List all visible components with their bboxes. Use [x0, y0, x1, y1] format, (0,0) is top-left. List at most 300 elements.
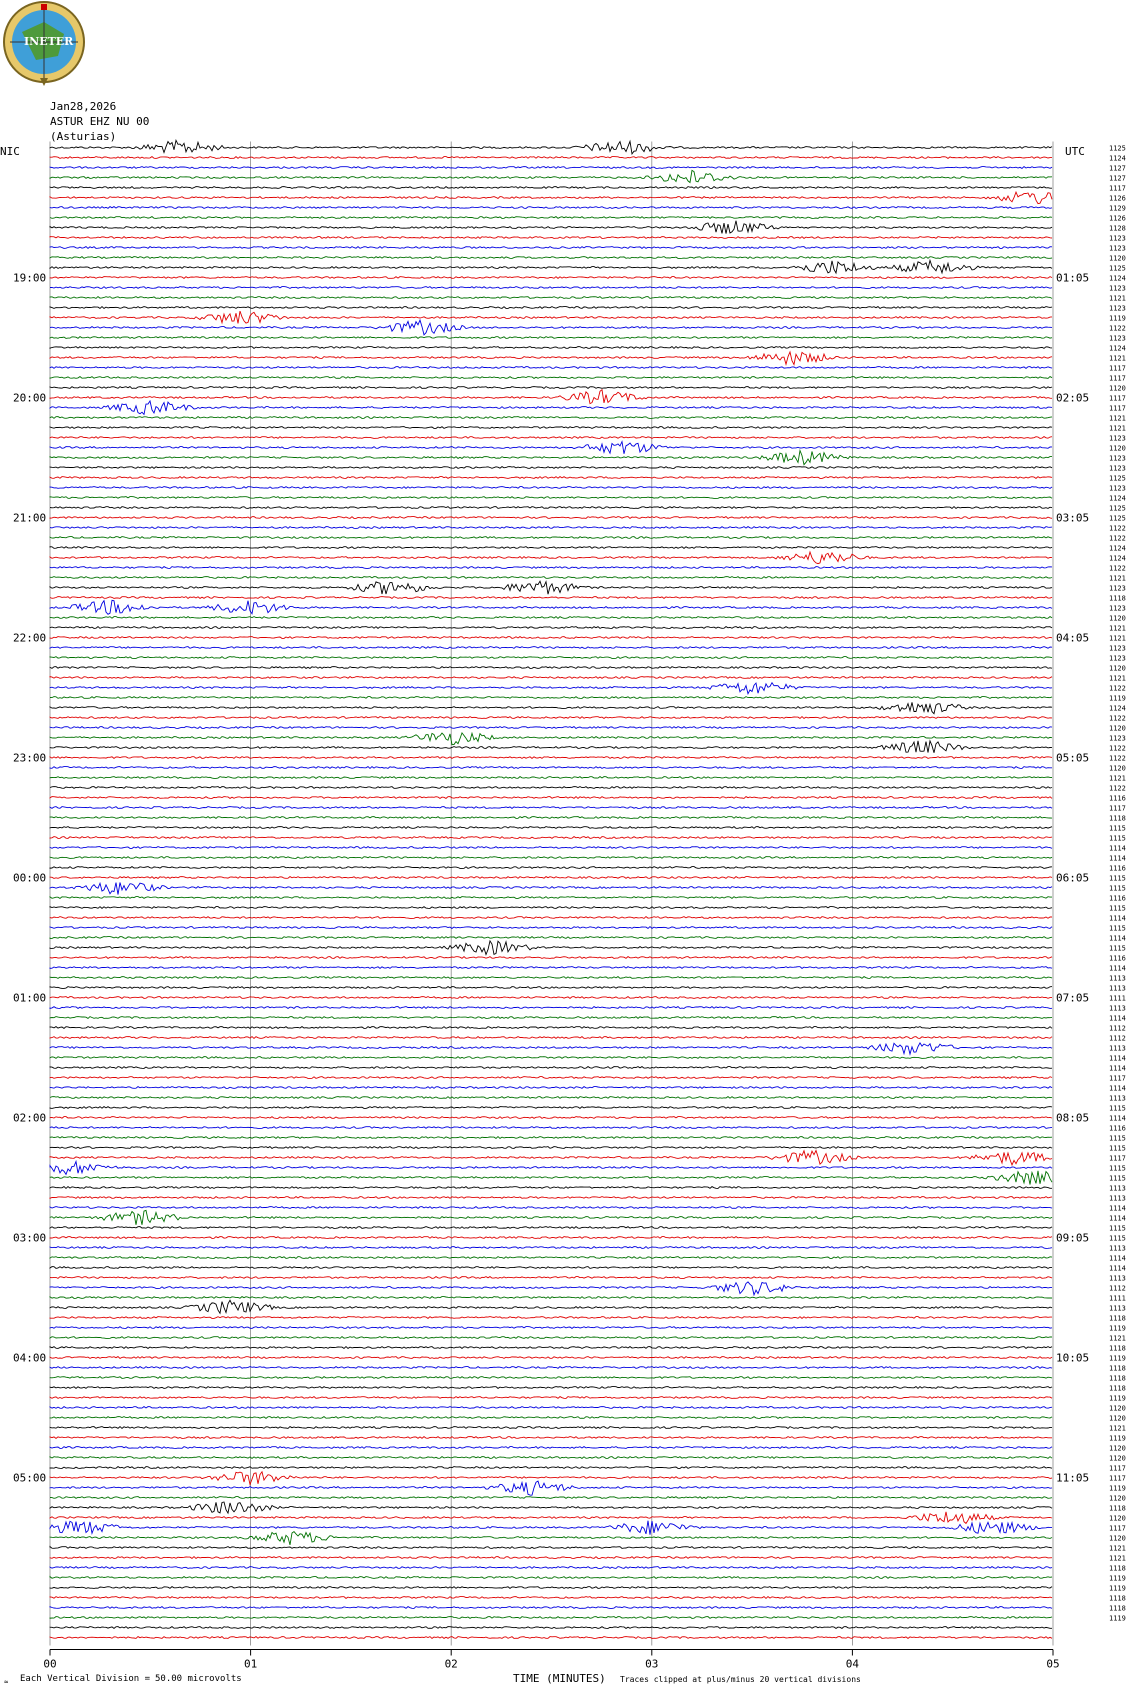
trace-line: [50, 1043, 1052, 1054]
station-label: ASTUR EHZ NU 00: [50, 115, 150, 128]
trace-value-label: 1112: [1109, 1034, 1126, 1043]
left-hour-label: 20:00: [13, 391, 47, 405]
trace-line: [50, 140, 1052, 154]
trace-line: [50, 997, 1052, 999]
trace-value-label: 1120: [1109, 764, 1126, 773]
x-tick-label: 05: [1046, 1657, 1060, 1671]
trace-value-label: 1114: [1109, 1254, 1126, 1263]
trace-line: [50, 702, 1052, 713]
trace-line: [50, 1547, 1052, 1549]
trace-line: [50, 187, 1052, 189]
trace-value-label: 1120: [1109, 1514, 1126, 1523]
trace-value-label: 1114: [1109, 854, 1126, 863]
trace-line: [50, 867, 1052, 869]
trace-line: [50, 1210, 1052, 1224]
trace-value-label: 1115: [1109, 1104, 1126, 1113]
trace-value-label: 1111: [1109, 1294, 1126, 1303]
trace-line: [50, 352, 1052, 365]
trace-line: [50, 897, 1052, 899]
trace-line: [50, 907, 1052, 909]
trace-value-label: 1122: [1109, 784, 1126, 793]
trace-value-label: 1120: [1109, 1414, 1126, 1423]
trace-value-label: 1124: [1109, 494, 1126, 503]
trace-line: [50, 247, 1052, 249]
x-tick-label: 03: [645, 1657, 659, 1671]
trace-line: [50, 427, 1052, 429]
trace-value-label: 1115: [1109, 1174, 1126, 1183]
trace-value-label: 1125: [1109, 264, 1126, 273]
trace-value-label: 1124: [1109, 154, 1126, 163]
trace-value-label: 1129: [1109, 204, 1126, 213]
trace-line: [50, 1502, 1052, 1513]
trace-value-label: 1117: [1109, 1524, 1126, 1533]
right-hour-label: 02:05: [1056, 391, 1090, 405]
trace-line: [50, 387, 1052, 389]
trace-value-label: 1119: [1109, 1484, 1126, 1493]
trace-value-label: 1120: [1109, 1444, 1126, 1453]
trace-line: [50, 1597, 1052, 1599]
trace-line: [50, 260, 1052, 273]
trace-line: [50, 217, 1052, 219]
trace-value-label: 1115: [1109, 904, 1126, 913]
left-hour-label: 00:00: [13, 871, 47, 885]
trace-line: [50, 1567, 1052, 1569]
trace-value-label: 1123: [1109, 244, 1126, 253]
trace-value-label: 1121: [1109, 414, 1126, 423]
right-hour-label: 11:05: [1056, 1471, 1090, 1485]
trace-value-label: 1117: [1109, 184, 1126, 193]
trace-line: [50, 727, 1052, 729]
trace-line: [50, 1257, 1052, 1259]
trace-value-label: 1114: [1109, 934, 1126, 943]
trace-line: [50, 600, 1052, 614]
trace-line: [50, 442, 1052, 454]
trace-value-label: 1115: [1109, 1144, 1126, 1153]
trace-value-label: 1118: [1109, 1314, 1126, 1323]
trace-line: [50, 667, 1052, 669]
trace-line: [50, 1207, 1052, 1209]
trace-line: [50, 257, 1052, 259]
trace-line: [50, 1237, 1052, 1239]
trace-line: [50, 552, 1052, 564]
trace-value-label: 1121: [1109, 774, 1126, 783]
right-hour-label: 07:05: [1056, 991, 1090, 1005]
trace-line: [50, 697, 1052, 699]
trace-line: [50, 1377, 1052, 1379]
x-tick-label: 04: [845, 1657, 860, 1671]
trace-line: [50, 1387, 1052, 1389]
trace-line: [50, 1077, 1052, 1079]
trace-line: [50, 1427, 1052, 1429]
trace-line: [50, 487, 1052, 489]
trace-value-label: 1124: [1109, 544, 1126, 553]
trace-line: [50, 1407, 1052, 1409]
trace-value-label: 1119: [1109, 1324, 1126, 1333]
trace-line: [50, 1097, 1052, 1099]
trace-value-label: 1122: [1109, 744, 1126, 753]
trace-line: [50, 627, 1052, 629]
right-hour-label: 03:05: [1056, 511, 1090, 525]
trace-line: [50, 787, 1052, 789]
trace-value-label: 1114: [1109, 964, 1126, 973]
trace-line: [50, 1397, 1052, 1399]
trace-line: [50, 167, 1052, 169]
left-hour-label: 01:00: [13, 991, 47, 1005]
trace-line: [50, 1577, 1052, 1579]
trace-line: [50, 507, 1052, 509]
trace-value-label: 1113: [1109, 1044, 1126, 1053]
trace-line: [50, 1617, 1052, 1619]
trace-value-label: 1120: [1109, 1534, 1126, 1543]
trace-line: [50, 367, 1052, 369]
trace-line: [50, 1137, 1052, 1139]
trace-line: [50, 237, 1052, 239]
trace-value-label: 1117: [1109, 1464, 1126, 1473]
trace-line: [50, 1162, 1052, 1175]
trace-value-label: 1120: [1109, 1454, 1126, 1463]
left-hour-label: 02:00: [13, 1111, 47, 1125]
trace-line: [50, 287, 1052, 289]
trace-line: [50, 917, 1052, 919]
trace-line: [50, 741, 1052, 753]
trace-line: [50, 1337, 1052, 1339]
right-hour-label: 06:05: [1056, 871, 1090, 885]
trace-line: [50, 1247, 1052, 1249]
trace-value-label: 1126: [1109, 194, 1126, 203]
trace-value-label: 1118: [1109, 1594, 1126, 1603]
trace-value-label: 1114: [1109, 1114, 1126, 1123]
trace-line: [50, 547, 1052, 549]
trace-line: [50, 1481, 1052, 1495]
trace-value-label: 1124: [1109, 344, 1126, 353]
trace-line: [50, 1367, 1052, 1369]
trace-value-label: 1121: [1109, 294, 1126, 303]
trace-value-label: 1119: [1109, 314, 1126, 323]
trace-line: [50, 1521, 1052, 1535]
right-timezone-label: UTC: [1065, 145, 1085, 158]
trace-value-label: 1116: [1109, 1124, 1126, 1133]
clip-note: Traces clipped at plus/minus 20 vertical divisions: [620, 1675, 861, 1684]
trace-line: [50, 683, 1052, 694]
trace-line: [50, 451, 1052, 465]
trace-value-label: 1116: [1109, 864, 1126, 873]
trace-value-label: 1118: [1109, 1564, 1126, 1573]
trace-value-label: 1113: [1109, 1194, 1126, 1203]
trace-line: [50, 1017, 1052, 1019]
trace-value-label: 1113: [1109, 1304, 1126, 1313]
trace-line: [50, 977, 1052, 979]
trace-line: [50, 807, 1052, 809]
trace-value-label: 1114: [1109, 1084, 1126, 1093]
trace-value-label: 1113: [1109, 1094, 1126, 1103]
trace-value-label: 1120: [1109, 1494, 1126, 1503]
trace-value-label: 1121: [1109, 1424, 1126, 1433]
trace-value-label: 1123: [1109, 604, 1126, 613]
trace-value-label: 1118: [1109, 814, 1126, 823]
trace-value-label: 1123: [1109, 454, 1126, 463]
trace-value-label: 1115: [1109, 1234, 1126, 1243]
left-hour-label: 21:00: [13, 511, 47, 525]
right-hour-label: 09:05: [1056, 1231, 1090, 1245]
trace-line: [50, 1282, 1052, 1295]
trace-line: [50, 1267, 1052, 1269]
trace-line: [50, 527, 1052, 529]
trace-value-label: 1122: [1109, 714, 1126, 723]
trace-value-label: 1113: [1109, 1244, 1126, 1253]
x-axis-label: TIME (MINUTES): [513, 1672, 606, 1685]
trace-value-label: 1123: [1109, 434, 1126, 443]
trace-value-label: 1117: [1109, 374, 1126, 383]
trace-value-label: 1128: [1109, 224, 1126, 233]
trace-value-label: 1121: [1109, 1544, 1126, 1553]
trace-line: [50, 877, 1052, 879]
trace-value-label: 1124: [1109, 704, 1126, 713]
trace-line: [50, 637, 1052, 639]
trace-value-label: 1121: [1109, 354, 1126, 363]
trace-line: [50, 1297, 1052, 1299]
trace-value-label: 1115: [1109, 944, 1126, 953]
trace-value-label: 1118: [1109, 1364, 1126, 1373]
trace-value-label: 1119: [1109, 1394, 1126, 1403]
trace-value-label: 1113: [1109, 1274, 1126, 1283]
trace-value-label: 1117: [1109, 404, 1126, 413]
trace-line: [50, 1007, 1052, 1009]
trace-value-label: 1127: [1109, 174, 1126, 183]
trace-line: [50, 1627, 1052, 1629]
trace-line: [50, 1087, 1052, 1089]
trace-line: [50, 967, 1052, 969]
trace-value-label: 1122: [1109, 754, 1126, 763]
trace-value-label: 1113: [1109, 974, 1126, 983]
trace-line: [50, 827, 1052, 829]
trace-value-label: 1119: [1109, 1584, 1126, 1593]
trace-line: [50, 581, 1052, 594]
trace-line: [50, 320, 1052, 335]
trace-line: [50, 1057, 1052, 1059]
trace-value-label: 1117: [1109, 394, 1126, 403]
left-hour-label: 04:00: [13, 1351, 47, 1365]
trace-value-label: 1117: [1109, 1074, 1126, 1083]
trace-value-label: 1121: [1109, 1334, 1126, 1343]
trace-value-label: 1118: [1109, 1384, 1126, 1393]
trace-value-label: 1114: [1109, 1014, 1126, 1023]
trace-line: [50, 847, 1052, 849]
trace-value-label: 1121: [1109, 1554, 1126, 1563]
trace-value-label: 1118: [1109, 1344, 1126, 1353]
trace-line: [50, 987, 1052, 989]
trace-line: [50, 297, 1052, 299]
trace-value-label: 1125: [1109, 474, 1126, 483]
trace-line: [50, 437, 1052, 439]
trace-line: [50, 617, 1052, 619]
trace-value-label: 1119: [1109, 694, 1126, 703]
trace-value-label: 1115: [1109, 1224, 1126, 1233]
trace-value-label: 1127: [1109, 164, 1126, 173]
trace-value-label: 1119: [1109, 1574, 1126, 1583]
trace-line: [50, 1637, 1052, 1639]
date-label: Jan28,2026: [50, 100, 117, 113]
trace-value-label: 1123: [1109, 284, 1126, 293]
trace-line: [50, 677, 1052, 679]
trace-value-label: 1115: [1109, 1164, 1126, 1173]
trace-value-label: 1118: [1109, 1504, 1126, 1513]
trace-value-label: 1115: [1109, 824, 1126, 833]
trace-value-label: 1119: [1109, 1614, 1126, 1623]
trace-line: [50, 1317, 1052, 1319]
trace-line: [50, 221, 1052, 234]
trace-line: [50, 717, 1052, 719]
trace-line: [50, 1327, 1052, 1329]
trace-line: [50, 647, 1052, 649]
trace-value-label: 1116: [1109, 894, 1126, 903]
trace-value-label: 1115: [1109, 884, 1126, 893]
trace-line: [50, 347, 1052, 349]
trace-value-label: 1123: [1109, 234, 1126, 243]
trace-line: [50, 927, 1052, 929]
trace-line: [50, 1227, 1052, 1229]
trace-line: [50, 401, 1052, 414]
x-tick-label: 00: [43, 1657, 57, 1671]
trace-line: [50, 757, 1052, 759]
trace-line: [50, 597, 1052, 599]
trace-line: [50, 1277, 1052, 1279]
trace-value-label: 1118: [1109, 594, 1126, 603]
trace-value-label: 1113: [1109, 1184, 1126, 1193]
trace-value-label: 1119: [1109, 1434, 1126, 1443]
left-timezone-label: NIC: [0, 145, 20, 158]
trace-value-label: 1123: [1109, 334, 1126, 343]
trace-value-label: 1121: [1109, 624, 1126, 633]
trace-line: [50, 157, 1052, 159]
trace-line: [50, 657, 1052, 659]
trace-line: [50, 307, 1052, 309]
trace-value-label: 1115: [1109, 834, 1126, 843]
trace-line: [50, 377, 1052, 379]
trace-line: [50, 1151, 1052, 1165]
trace-value-label: 1126: [1109, 214, 1126, 223]
trace-line: [50, 941, 1052, 955]
trace-line: [50, 1147, 1052, 1149]
trace-line: [50, 1171, 1052, 1185]
trace-line: [50, 1187, 1052, 1189]
trace-value-label: 1125: [1109, 144, 1126, 153]
trace-line: [50, 1027, 1052, 1029]
trace-value-label: 1124: [1109, 554, 1126, 563]
trace-value-label: 1124: [1109, 274, 1126, 283]
trace-value-label: 1123: [1109, 734, 1126, 743]
trace-value-label: 1121: [1109, 634, 1126, 643]
trace-value-label: 1113: [1109, 984, 1126, 993]
trace-line: [50, 777, 1052, 779]
trace-line: [50, 497, 1052, 499]
trace-value-label: 1123: [1109, 584, 1126, 593]
trace-value-label: 1120: [1109, 724, 1126, 733]
trace-line: [50, 1357, 1052, 1359]
trace-line: [50, 537, 1052, 539]
trace-value-label: 1122: [1109, 564, 1126, 573]
trace-value-label: 1117: [1109, 804, 1126, 813]
left-hour-label: 05:00: [13, 1471, 47, 1485]
trace-value-label: 1123: [1109, 654, 1126, 663]
trace-value-label: 1120: [1109, 664, 1126, 673]
trace-value-label: 1123: [1109, 464, 1126, 473]
trace-line: [50, 857, 1052, 859]
left-hour-label: 22:00: [13, 631, 47, 645]
x-tick-label: 02: [444, 1657, 458, 1671]
trace-value-label: 1113: [1109, 1004, 1126, 1013]
trace-value-label: 1121: [1109, 674, 1126, 683]
trace-value-label: 1114: [1109, 1064, 1126, 1073]
trace-line: [50, 1472, 1052, 1485]
trace-line: [50, 390, 1052, 404]
trace-value-label: 1114: [1109, 1204, 1126, 1213]
trace-line: [50, 1037, 1052, 1039]
location-label: (Asturias): [50, 130, 117, 143]
trace-value-label: 1121: [1109, 424, 1126, 433]
trace-line: [50, 1197, 1052, 1199]
trace-value-label: 1125: [1109, 504, 1126, 513]
trace-value-label: 1122: [1109, 534, 1126, 543]
right-hour-label: 05:05: [1056, 751, 1090, 765]
trace-line: [50, 1117, 1052, 1119]
trace-value-label: 1115: [1109, 874, 1126, 883]
left-hour-label: 23:00: [13, 751, 47, 765]
trace-value-label: 1120: [1109, 254, 1126, 263]
trace-value-label: 1123: [1109, 304, 1126, 313]
left-hour-label: 03:00: [13, 1231, 47, 1245]
trace-line: [50, 170, 1052, 182]
trace-value-label: 1116: [1109, 954, 1126, 963]
trace-line: [50, 1587, 1052, 1589]
trace-line: [50, 767, 1052, 769]
trace-line: [50, 837, 1052, 839]
trace-value-label: 1112: [1109, 1284, 1126, 1293]
trace-value-label: 1119: [1109, 1354, 1126, 1363]
trace-value-label: 1118: [1109, 1604, 1126, 1613]
trace-line: [50, 1557, 1052, 1559]
x-tick-label: 01: [243, 1657, 258, 1671]
trace-value-label: 1114: [1109, 914, 1126, 923]
trace-line: [50, 417, 1052, 419]
trace-line: [50, 1532, 1052, 1545]
trace-line: [50, 1607, 1052, 1609]
trace-value-label: 1123: [1109, 484, 1126, 493]
trace-line: [50, 797, 1052, 799]
trace-value-label: 1115: [1109, 1134, 1126, 1143]
trace-line: [50, 937, 1052, 939]
trace-value-label: 1125: [1109, 514, 1126, 523]
trace-line: [50, 517, 1052, 519]
trace-value-label: 1114: [1109, 1264, 1126, 1273]
trace-line: [50, 1467, 1052, 1469]
left-hour-label: 19:00: [13, 271, 47, 285]
trace-value-label: 1122: [1109, 524, 1126, 533]
trace-value-label: 1122: [1109, 684, 1126, 693]
trace-line: [50, 1300, 1052, 1313]
trace-line: [50, 192, 1052, 204]
corner-mark: ≈: [4, 1678, 9, 1686]
trace-line: [50, 467, 1052, 469]
trace-line: [50, 817, 1052, 819]
division-label: Each Vertical Division =: [20, 1674, 151, 1684]
trace-value-label: 1117: [1109, 364, 1126, 373]
trace-value-label: 1114: [1109, 844, 1126, 853]
trace-line: [50, 957, 1052, 959]
trace-line: [50, 1347, 1052, 1349]
right-hour-label: 08:05: [1056, 1111, 1090, 1125]
division-value: 50.00 microvolts: [155, 1674, 242, 1684]
right-hour-label: 01:05: [1056, 271, 1090, 285]
